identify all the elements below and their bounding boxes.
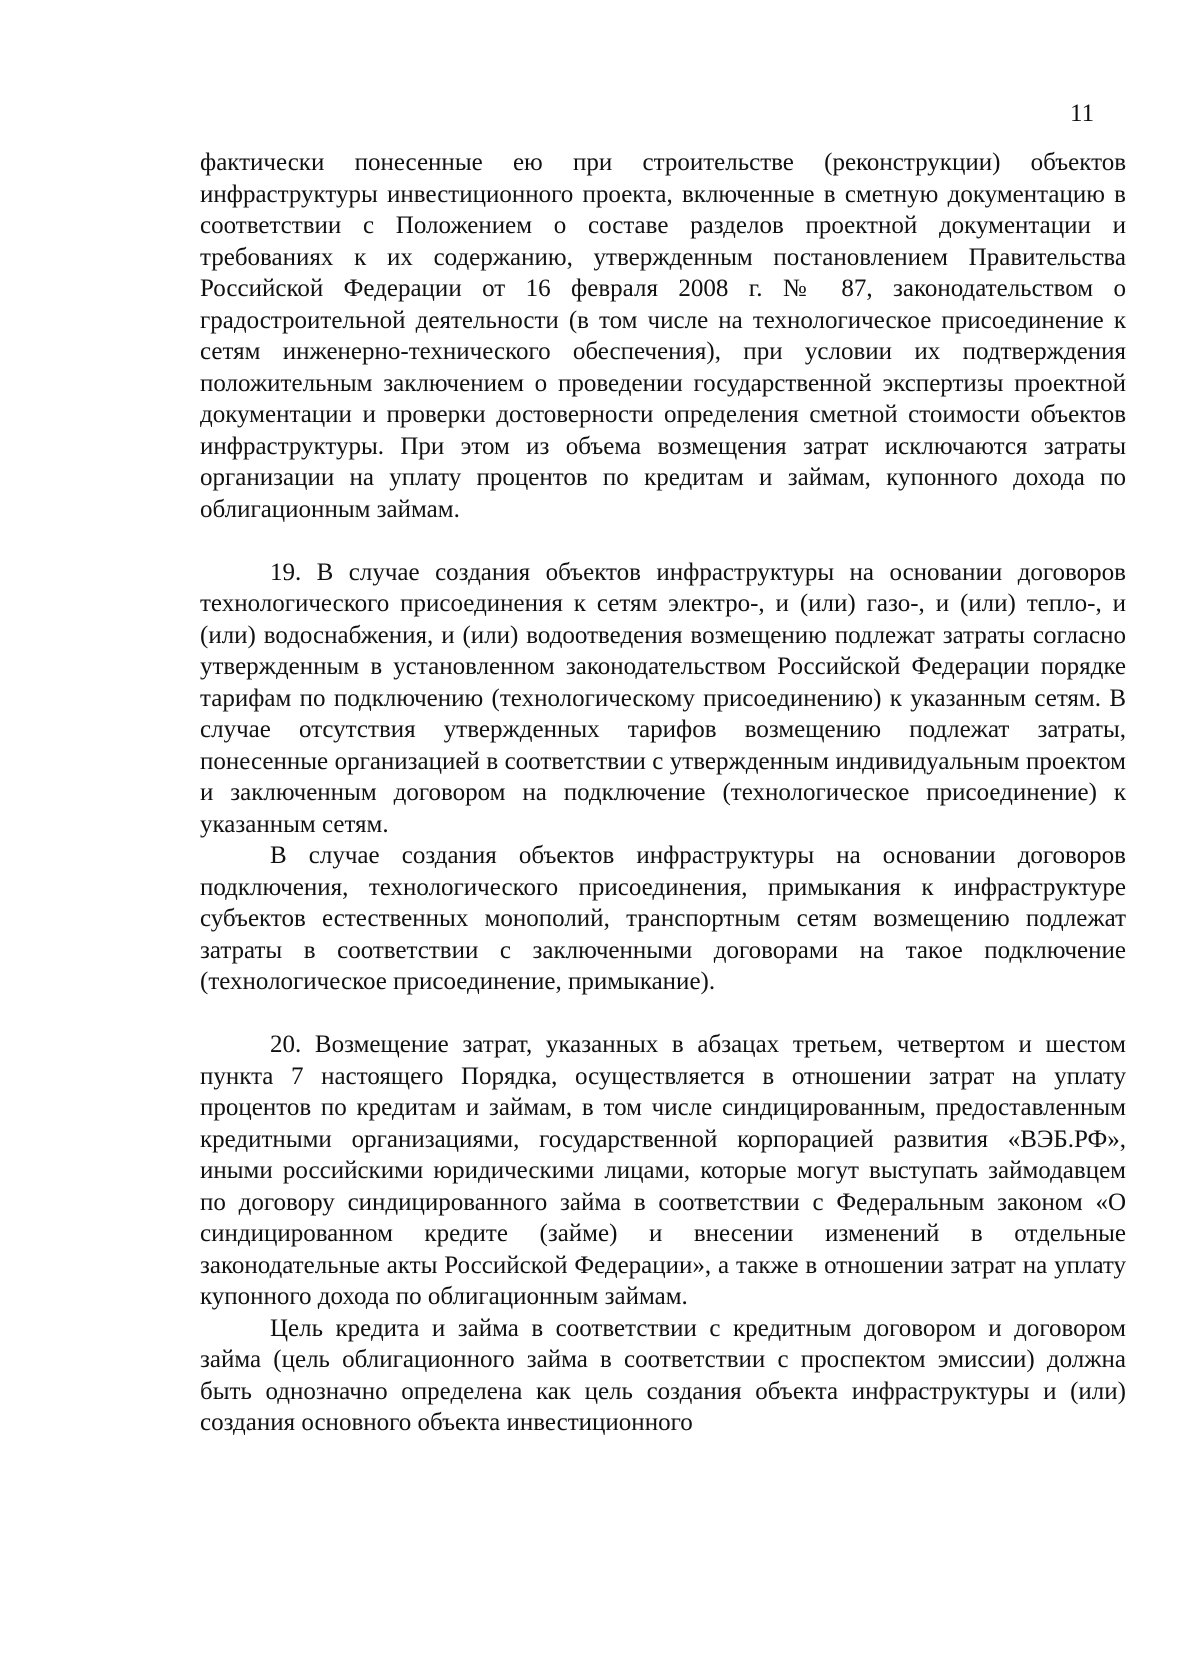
paragraph-gap	[200, 998, 1126, 1030]
paragraph-item-19-second: В случае создания объектов инфраструктуры на основании договоров подключения, технологического присоединения, примыкания к инфраструктуре субъектов естественных монополий, транспортным сетям возмещению подлежат затраты в соответствии с заключенными договорами на такое подключение (технологическое присоединение, примыкание).	[200, 842, 1126, 995]
paragraph-item-20: 20. Возмещение затрат, указанных в абзацах третьем, четвертом и шестом пункта 7 настоящего Порядка, осуществляется в отношении затрат на уплату процентов по кредитам и займам, в том числе синдицированным, предоставленным кредитными организациями, государственной корпорацией развития «ВЭБ.РФ», иными российскими юридическими лицами, которые могут выступать займодавцем по договору синдицированного займа в соответствии с Федеральным законом «О синдицированном кредите (займе) и внесении изменений в отдельные законодательные акты Российской Федерации», а также в отношении затрат на уплату купонного дохода по облигационным займам.	[200, 1031, 1126, 1310]
page-number: 11	[1070, 100, 1095, 127]
paragraph-gap	[200, 525, 1126, 557]
paragraph-continuation: фактически понесенные ею при строительстве (реконструкции) объектов инфраструктуры инвестиционного проекта, включенные в сметную документацию в соответствии с Положением о составе разделов проектной документации и требованиях к их содержанию, утвержденным постановлением Правительства Российской Федерации от 16 февраля 2008 г. № 87, законодательством о градостроительной деятельности (в том числе на технологическое присоединение к сетям инженерно-технического обеспечения), при условии их подтверждения положительным заключением о проведении государственной экспертизы проектной документации и проверки достоверности определения сметной стоимости объектов инфраструктуры. При этом из объема возмещения затрат исключаются затраты организации на уплату процентов по кредитам и займам, купонного дохода по облигационным займам.	[200, 149, 1126, 523]
document-body	[200, 147, 1126, 1439]
paragraph-item-20-second: Цель кредита и займа в соответствии с кредитным договором и договором займа (цель облигационного займа в соответствии с проспектом эмиссии) должна быть однозначно определена как цель создания объекта инфраструктуры и (или) создания основного объекта инвестиционного	[200, 1314, 1126, 1436]
paragraph-item-19: 19. В случае создания объектов инфраструктуры на основании договоров технологического присоединения к сетям электро-, и (или) газо-, и (или) тепло-, и (или) водоснабжения, и (или) водоотведения возмещению подлежат затраты согласно утвержденным в установленном законодательством Российской Федерации порядке тарифам по подключению (технологическому присоединению) к указанным сетям. В случае отсутствия утвержденных тарифов возмещению подлежат затраты, понесенные организацией в соответствии с утвержденным индивидуальным проектом и заключенным договором на подключение (технологическое присоединение) к указанным сетям.	[200, 558, 1126, 838]
